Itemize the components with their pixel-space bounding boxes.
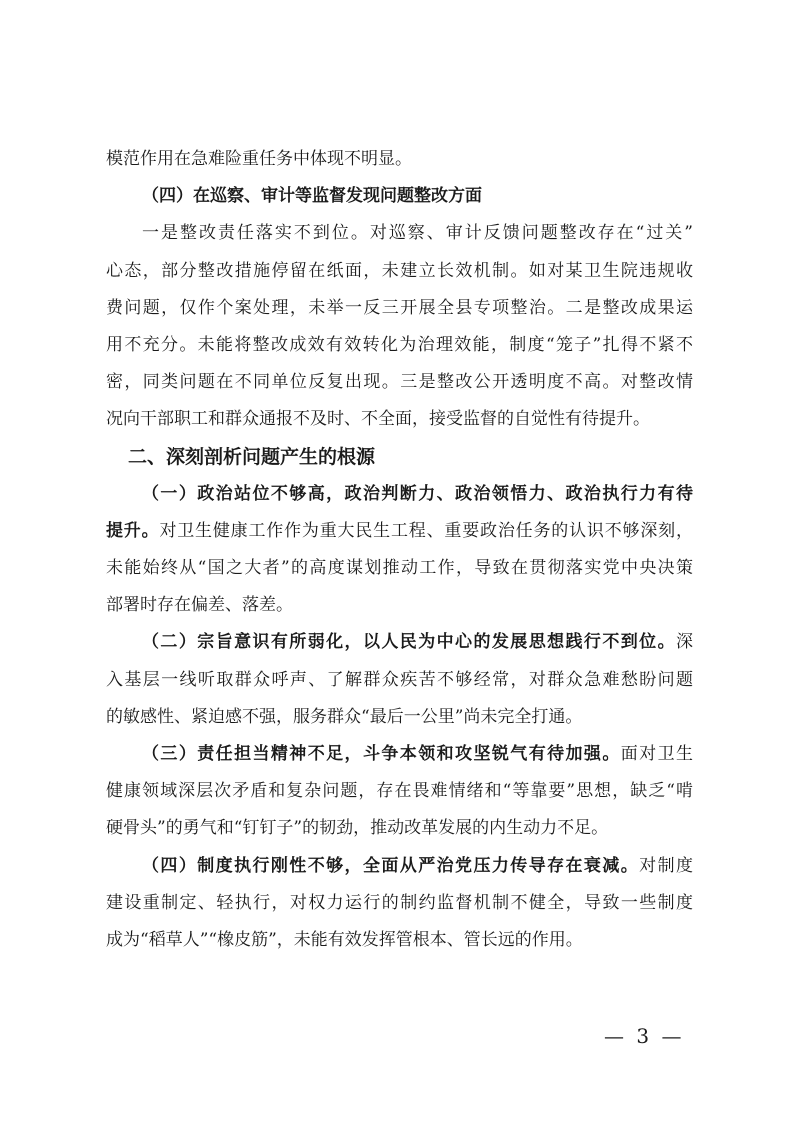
body-text: 健康领域深层次矛盾和复杂问题，存在畏难情绪和“等靠要”思想，缺乏“啃	[106, 781, 693, 802]
bold-lead-text: （三）责任担当精神不足，斗争本领和攻坚锐气有待加强。	[142, 744, 621, 764]
bold-lead-text: （四）在巡察、审计等监督发现问题整改方面	[142, 186, 482, 207]
text-line	[106, 215, 693, 252]
body-text: 未能始终从“国之大者”的高度谋划推动工作，导致在贯彻落实党中央决策	[106, 558, 693, 579]
body-text: 对卫生健康工作作为重大民生工程、重要政治任务的认识不够深刻，	[159, 520, 693, 541]
body-text: 心态，部分整改措施停留在纸面，未建立长效机制。如对某卫生院违规收	[106, 260, 693, 281]
body-text: 密，同类问题在不同单位反复出现。三是整改公开透明度不高。对整改情	[106, 372, 693, 393]
body-text: 费问题，仅作个案处理，未举一反三开展全县专项整治。二是整改成果运	[106, 297, 693, 318]
body-text: 况向干部职工和群众通报不及时、不全面，接受监督的自觉性有待提升。	[106, 409, 650, 430]
text-line	[106, 922, 693, 959]
body-text: 深	[676, 632, 693, 653]
text-line	[106, 253, 693, 290]
body-text: 成为“稻草人”“橡皮筋”，未能有效发挥管根本、管长远的作用。	[106, 929, 583, 950]
body-text: 硬骨头”的勇气和“钉钉子”的韧劲，推动改革发展的内生动力不足。	[106, 818, 609, 839]
subsection-line	[106, 624, 693, 661]
body-text: 模范作用在急难险重任务中体现不明显。	[106, 149, 412, 169]
text-line	[106, 885, 693, 922]
body-text: 一是整改责任落实不到位。对巡察、审计反馈问题整改存在“过关”	[142, 223, 693, 244]
body-text: 的敏感性、紧迫感不强，服务群众“最后一公里”尚未完全打通。	[106, 706, 583, 727]
text-line	[106, 810, 693, 847]
text-line	[106, 587, 693, 624]
document-body	[106, 141, 693, 959]
body-text: 二、深刻剖析问题产生的根源	[128, 445, 376, 468]
body-text: 用不充分。未能将整改成效有效转化为治理效能，制度“笼子”扎得不紧不	[106, 334, 693, 355]
subsection-line	[106, 476, 693, 513]
subsection-line	[106, 848, 693, 885]
page-number: — 3 —	[604, 1024, 685, 1048]
text-line	[106, 699, 693, 736]
text-line	[106, 662, 693, 699]
bold-lead-text: （一）政治站位不够高，政治判断力、政治领悟力、政治执行力有待	[142, 483, 693, 504]
body-text: 部署时存在偏差、落差。	[106, 595, 293, 616]
body-text: 入基层一线听取群众呼声、了解群众疾苦不够经常，对群众急难愁盼问题	[106, 669, 693, 690]
text-line	[106, 550, 693, 587]
bold-lead-text: 提升。	[106, 520, 160, 541]
text-line	[106, 290, 693, 327]
text-line	[106, 364, 693, 401]
subsection-line	[106, 736, 693, 773]
subsection-line	[106, 178, 693, 215]
text-line	[106, 513, 693, 550]
text-line	[106, 401, 693, 438]
text-line	[106, 141, 693, 178]
body-text: 面对卫生	[620, 744, 694, 764]
bold-lead-text: （四）制度执行刚性不够，全面从严治党压力传导存在衰减。	[142, 855, 640, 876]
text-line	[106, 327, 693, 364]
bold-lead-text: （二）宗旨意识有所弱化，以人民为中心的发展思想践行不到位。	[142, 632, 676, 653]
section-heading	[106, 439, 693, 476]
text-line	[106, 773, 693, 810]
body-text: 建设重制定、轻执行，对权力运行的制约监督机制不健全，导致一些制度	[106, 892, 693, 913]
body-text: 对制度	[639, 855, 693, 876]
